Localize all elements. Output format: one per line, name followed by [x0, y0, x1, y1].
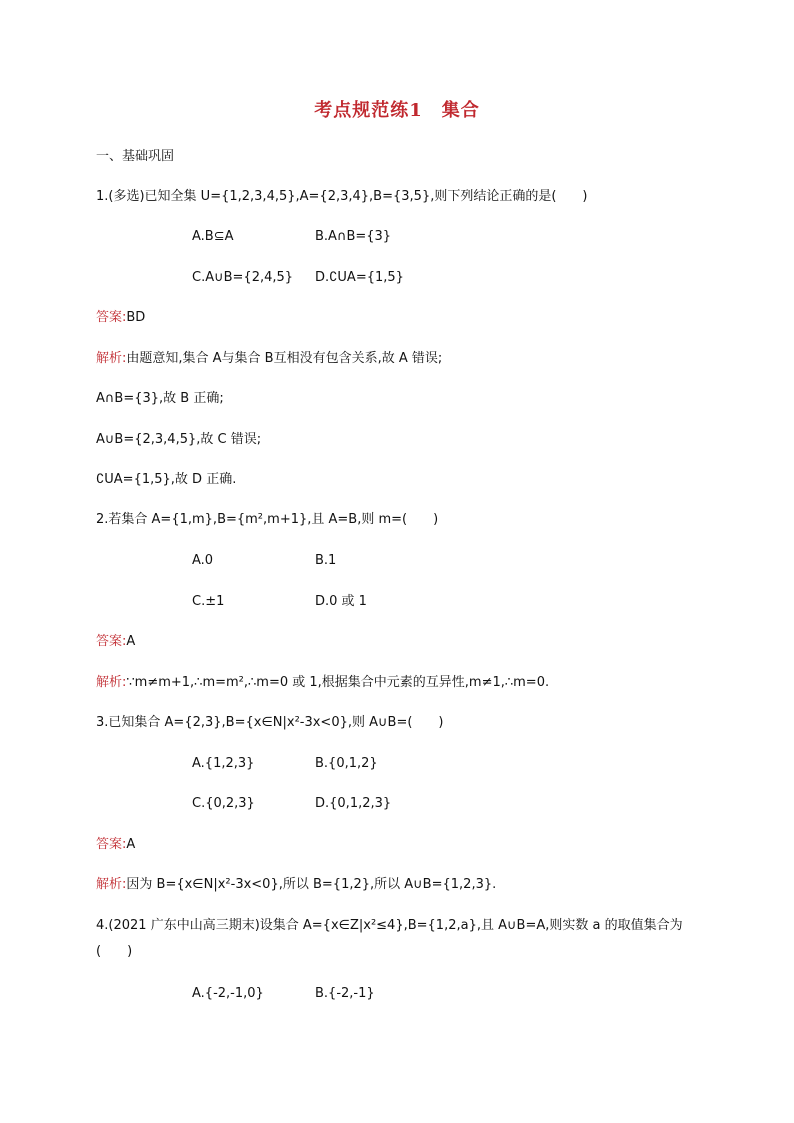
- option-c: C.{0,2,3}: [192, 796, 255, 811]
- answer-label: 答案:: [96, 634, 127, 649]
- question-2-analysis: [96, 674, 549, 692]
- option-d: D.0 或 1: [315, 594, 367, 609]
- answer-label: 答案:: [96, 837, 127, 852]
- analysis-text: 因为 B={x∈N|x²-3x<0},所以 B={1,2},所以 A∪B={1,2,3}.: [126, 877, 497, 892]
- question-4-stem-continued: ( ): [96, 944, 133, 959]
- analysis-label: 解析:: [96, 351, 127, 366]
- analysis-label: 解析:: [96, 877, 127, 892]
- question-1-analysis-line-2: A∩B={3},故 B 正确;: [96, 391, 224, 406]
- option-b: B.{-2,-1}: [315, 986, 375, 1001]
- analysis-text: ∵m≠m+1,∴m=m²,∴m=0 或 1,根据集合中元素的互异性,m≠1,∴m=0.: [126, 675, 550, 690]
- option-b: B.1: [315, 553, 337, 568]
- question-3-answer: [96, 836, 135, 854]
- page-title: 考点规范练1 集合: [314, 100, 480, 121]
- question-3-stem: 3.已知集合 A={2,3},B={x∈N|x²-3x<0},则 A∪B=( ): [96, 715, 444, 730]
- analysis-text: 由题意知,集合 A与集合 B互相没有包含关系,故 A 错误;: [126, 351, 443, 366]
- option-b: B.A∩B={3}: [315, 229, 392, 244]
- question-4-stem: 4.(2021 广东中山高三期末)设集合 A={x∈Z|x²≤4},B={1,2,a},且 A∪B=A,则实数 a 的取值集合为: [96, 918, 683, 933]
- answer-value: BD: [126, 310, 146, 325]
- answer-label: 答案:: [96, 310, 127, 325]
- answer-value: A: [126, 837, 136, 852]
- question-3-analysis: [96, 876, 496, 894]
- question-1-analysis-line-4: ∁UA={1,5},故 D 正确.: [96, 472, 237, 487]
- option-a: A.B⊆A: [192, 229, 234, 244]
- question-1-answer: [96, 309, 145, 327]
- question-2-stem: 2.若集合 A={1,m},B={m²,m+1},且 A=B,则 m=( ): [96, 512, 439, 527]
- analysis-label: 解析:: [96, 675, 127, 690]
- option-a: A.{-2,-1,0}: [192, 986, 264, 1001]
- question-1-stem: 1.(多选)已知全集 U={1,2,3,4,5},A={2,3,4},B={3,5},则下列结论正确的是( ): [96, 189, 588, 204]
- option-c: C.A∪B={2,4,5}: [192, 270, 294, 285]
- question-1-analysis-line-1: [96, 350, 442, 368]
- option-d: D.{0,1,2,3}: [315, 796, 392, 811]
- option-a: A.{1,2,3}: [192, 756, 255, 771]
- option-a: A.0: [192, 553, 214, 568]
- question-2-answer: [96, 633, 135, 651]
- option-d: D.∁UA={1,5}: [315, 270, 404, 285]
- question-1-analysis-line-3: A∪B={2,3,4,5},故 C 错误;: [96, 432, 262, 447]
- option-c: C.±1: [192, 594, 225, 609]
- answer-value: A: [126, 634, 136, 649]
- section-heading: 一、基础巩固: [96, 149, 175, 164]
- option-b: B.{0,1,2}: [315, 756, 378, 771]
